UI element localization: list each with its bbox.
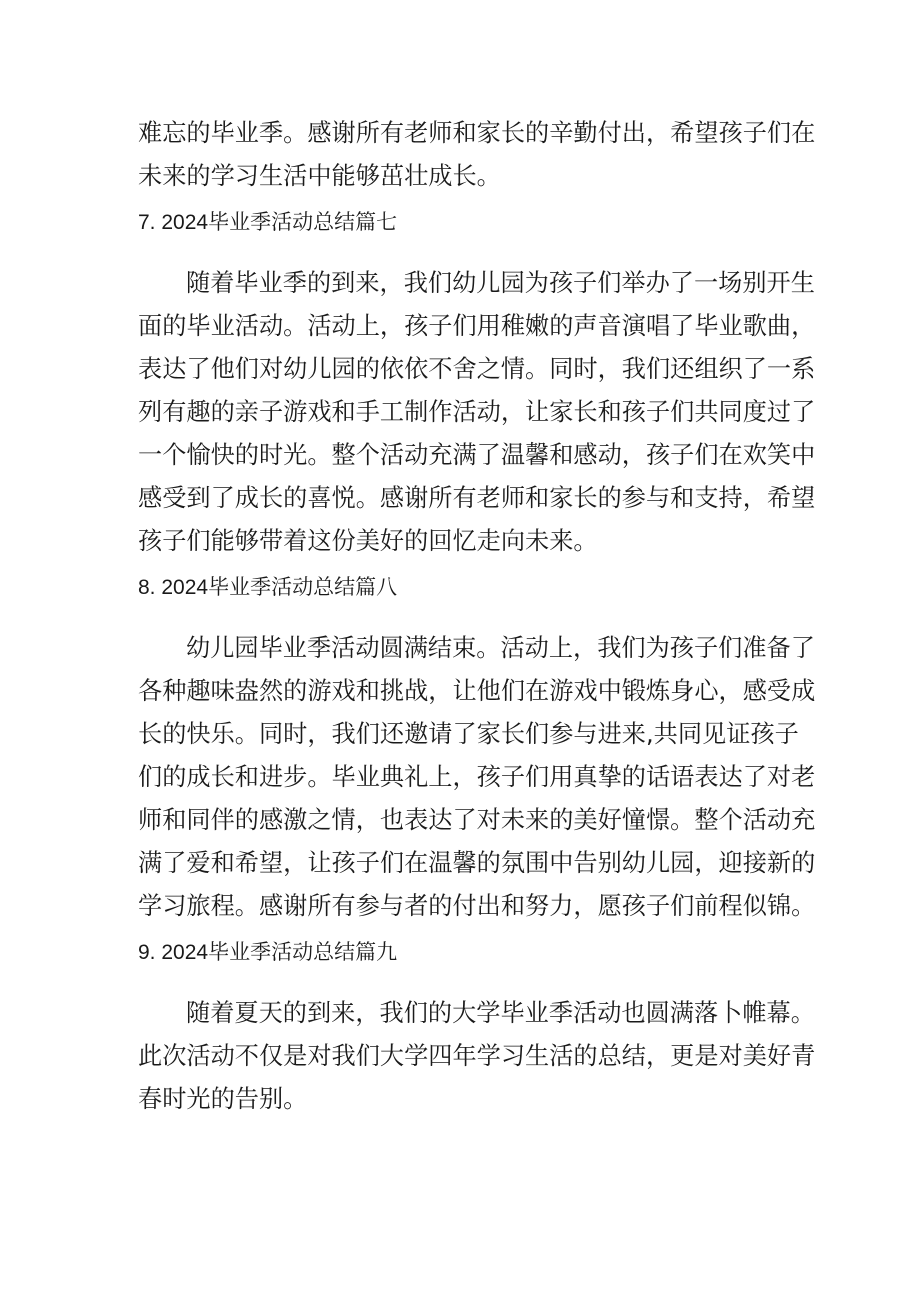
text-line: 一个愉快的时光。整个活动充满了温馨和感动，孩子们在欢笑中 <box>138 441 816 469</box>
text-line: 未来的学习生活中能够茁壮成长。 <box>138 162 501 190</box>
text-line: 难忘的毕业季。感谢所有老师和家长的辛勤付出，希望孩子们在 <box>138 119 816 147</box>
section-heading-9: 9. 2024毕业季活动总结篇九 <box>138 941 398 964</box>
text-line: 师和同伴的感激之情，也表达了对未来的美好憧憬。整个活动充 <box>138 806 816 834</box>
text-line: 春时光的告别。 <box>138 1085 308 1113</box>
text-line: 学习旅程。感谢所有参与者的付出和努力，愿孩子们前程似锦。 <box>138 892 816 920</box>
text-line: 随着毕业季的到来，我们幼儿园为孩子们举办了一场别开生 <box>186 269 815 297</box>
text-line: 幼儿园毕业季活动圆满结束。活动上，我们为孩子们准备了 <box>186 634 815 662</box>
text-line: 感受到了成长的喜悦。感谢所有老师和家长的参与和支持，希望 <box>138 484 816 512</box>
text-line: 孩子们能够带着这份美好的回忆走向未来。 <box>138 527 598 555</box>
paragraph-section-8 <box>138 627 816 928</box>
text-line: 们的成长和进步。毕业典礼上，孩子们用真挚的话语表达了对老 <box>138 763 816 791</box>
document-body <box>138 112 816 1121</box>
section-heading-7: 7. 2024毕业季活动总结篇七 <box>138 211 398 234</box>
text-line: 面的毕业活动。活动上，孩子们用稚嫩的声音演唱了毕业歌曲， <box>138 312 816 340</box>
text-line: 满了爱和希望，让孩子们在温馨的氛围中告别幼儿园，迎接新的 <box>138 849 816 877</box>
section-heading-8: 8. 2024毕业季活动总结篇八 <box>138 576 398 599</box>
paragraph-section-9 <box>138 992 816 1121</box>
text-line: 各种趣味盎然的游戏和挑战，让他们在游戏中锻炼身心，感受成 <box>138 677 816 705</box>
text-line: 随着夏天的到来，我们的大学毕业季活动也圆满落卜帷幕。 <box>186 999 815 1027</box>
text-line: 列有趣的亲子游戏和手工制作活动，让家长和孩子们共同度过了 <box>138 398 816 426</box>
paragraph-section-7 <box>138 262 816 563</box>
text-line: 此次活动不仅是对我们大学四年学习生活的总结，更是对美好青 <box>138 1042 816 1070</box>
paragraph-continuation <box>138 112 816 198</box>
text-line: 表达了他们对幼儿园的依依不舍之情。同时，我们还组织了一系 <box>138 355 816 383</box>
text-line: 长的快乐。同时，我们还邀请了家长们参与进来,共同见证孩子 <box>138 720 799 748</box>
